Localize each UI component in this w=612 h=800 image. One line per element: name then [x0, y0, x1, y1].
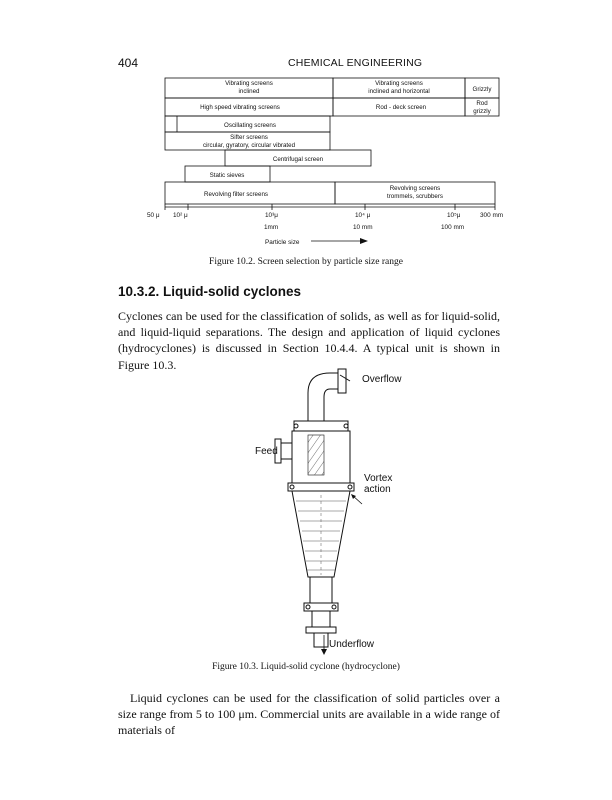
- label-rod-deck: Rod - deck screen: [375, 104, 427, 111]
- label-revolving-filter: Revolving filter screens: [204, 191, 268, 198]
- label-action: action: [364, 484, 391, 495]
- tick-1e4: 10⁴ μ: [355, 212, 371, 219]
- label-vibrating-inclined-1: Vibrating screens: [225, 80, 273, 87]
- label-revolving-1: Revolving screens: [389, 185, 441, 192]
- tick-300mm: 300 mm: [480, 212, 504, 219]
- overflow-elbow: [308, 373, 340, 423]
- sublabel-1mm: 1mm: [264, 224, 279, 231]
- label-sifter-2: circular, gyratory, circular vibrated: [202, 142, 296, 149]
- label-revolving-2: trommels, scrubbers: [386, 193, 444, 200]
- axis-title: Particle size: [265, 239, 300, 246]
- label-oscillating: Oscillating screens: [224, 122, 276, 129]
- hydrocyclone-drawing: [230, 365, 430, 655]
- underflow-outlet: [314, 633, 328, 647]
- label-rod-grizzly-2: grizzly: [473, 108, 491, 115]
- label-feed: Feed: [255, 446, 278, 457]
- label-high-speed: High speed vibrating screens: [200, 104, 280, 111]
- sublabel-100mm: 100 mm: [441, 224, 465, 231]
- label-overflow: Overflow: [362, 374, 402, 385]
- sublabel-10mm: 10 mm: [353, 224, 373, 231]
- label-static: Static sieves: [209, 172, 245, 179]
- label-vibrating-inclined-2: inclined: [238, 88, 260, 95]
- screen-selection-chart: [0, 70, 612, 255]
- tick-1e5: 10⁵μ: [447, 212, 461, 219]
- label-vortex: Vortex: [364, 473, 393, 484]
- tick-1e3: 10³μ: [265, 212, 278, 219]
- label-vibrating-horizontal-2: inclined and horizontal: [368, 88, 430, 95]
- label-rod-grizzly-1: Rod: [476, 100, 488, 107]
- running-title: CHEMICAL ENGINEERING: [288, 57, 423, 69]
- tick-1e2: 10² μ: [173, 212, 188, 219]
- top-flange: [294, 421, 348, 431]
- label-sifter-1: Sifter screens: [230, 134, 268, 141]
- section-paragraph: Cyclones can be used for the classification of solids, as well as for liquid-solid, and liquid-liquid separations. The design and application of liquid cyclones (hydrocyclones) is discussed in Section 10.4.4. A typical unit is shown in Figure 10.3.: [118, 309, 500, 372]
- page-number: 404: [118, 56, 139, 70]
- closing-paragraph: Liquid cyclones can be used for the classification of solid particles over a size range from 5 to 100 μm. Commercial units are available in a wide range of materials of: [118, 691, 500, 738]
- label-centrifugal: Centrifugal screen: [272, 156, 324, 163]
- tick-50u: 50 μ: [147, 212, 160, 219]
- figure-10-3-caption: Figure 10.3. Liquid-solid cyclone (hydrocyclone): [212, 662, 400, 672]
- figure-10-2-caption: Figure 10.2. Screen selection by particle size range: [209, 257, 403, 267]
- label-vibrating-horizontal-1: Vibrating screens: [375, 80, 423, 87]
- section-heading: 10.3.2. Liquid-solid cyclones: [118, 284, 302, 299]
- label-underflow: Underflow: [329, 639, 375, 650]
- label-grizzly: Grizzly: [472, 86, 492, 93]
